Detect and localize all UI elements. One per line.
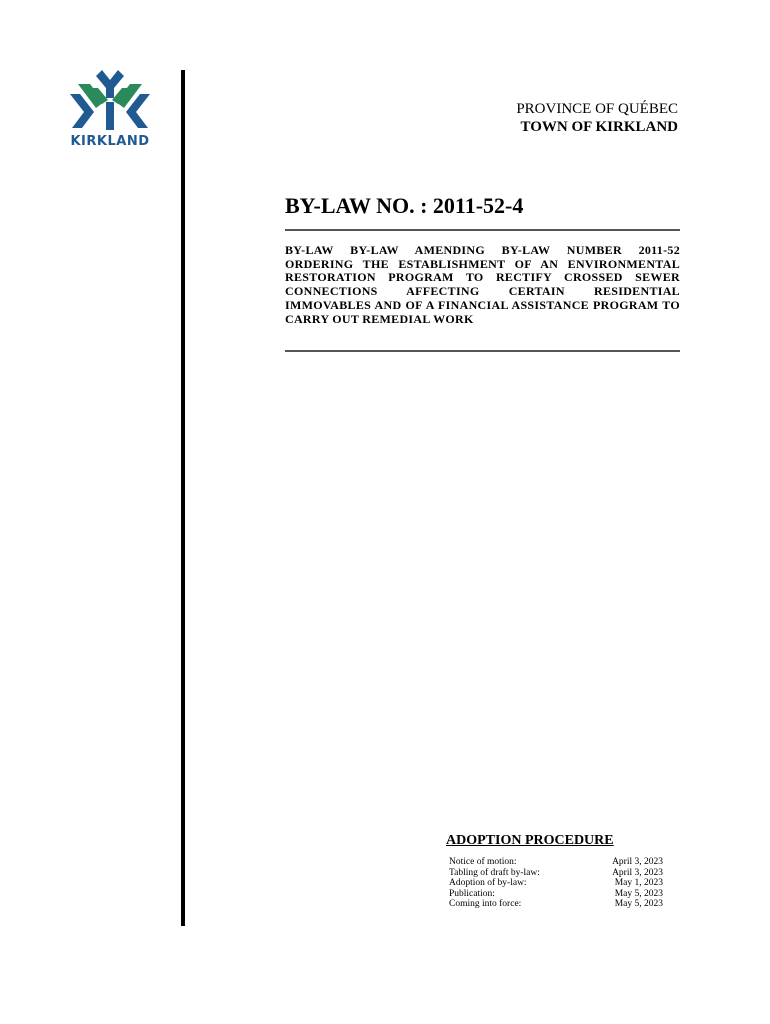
adoption-row bbox=[449, 857, 663, 868]
kirkland-logo bbox=[56, 68, 164, 154]
adoption-date: May 5, 2023 bbox=[614, 888, 663, 899]
logo-wordmark: KIRKLAND bbox=[70, 134, 150, 149]
adoption-row bbox=[449, 899, 663, 910]
adoption-label: Notice of motion: bbox=[449, 857, 517, 867]
province-label: PROVINCE OF QUÉBEC bbox=[516, 101, 678, 117]
adoption-label: Coming into force: bbox=[449, 899, 522, 909]
adoption-procedure-title: ADOPTION PROCEDURE bbox=[446, 833, 614, 848]
bylaw-number: BY-LAW NO. : 2011-52-4 bbox=[285, 193, 524, 218]
adoption-date: May 5, 2023 bbox=[614, 899, 663, 909]
adoption-row bbox=[449, 889, 663, 900]
divider-top bbox=[285, 229, 680, 231]
adoption-date: April 3, 2023 bbox=[612, 857, 663, 867]
adoption-date: May 1, 2023 bbox=[614, 878, 663, 888]
adoption-row bbox=[449, 868, 663, 879]
divider-bottom bbox=[285, 350, 680, 352]
town-label: TOWN OF KIRKLAND bbox=[520, 119, 678, 135]
adoption-label: Tabling of draft by-law: bbox=[449, 867, 540, 878]
adoption-label: Adoption of by-law: bbox=[449, 878, 527, 888]
bylaw-subject: BY-LAW BY-LAW AMENDING BY-LAW NUMBER 2011-52 ORDERING THE ESTABLISHMENT OF AN ENVIRONMENTAL RESTORATION PROGRAM TO RECTIFY CROSSED SEWER CONNECTIONS AFFECTING CERTAIN RESIDENTIAL IMMOVABLES AND OF A FINANCIAL ASSISTANCE PROGRAM TO CARRY OUT REMEDIAL WORK bbox=[285, 243, 680, 326]
adoption-procedure-table bbox=[449, 857, 663, 910]
adoption-label: Publication: bbox=[449, 888, 495, 899]
vertical-rule bbox=[181, 70, 185, 926]
kirkland-emblem-icon bbox=[68, 68, 152, 132]
adoption-row bbox=[449, 878, 663, 889]
adoption-date: April 3, 2023 bbox=[612, 867, 663, 878]
